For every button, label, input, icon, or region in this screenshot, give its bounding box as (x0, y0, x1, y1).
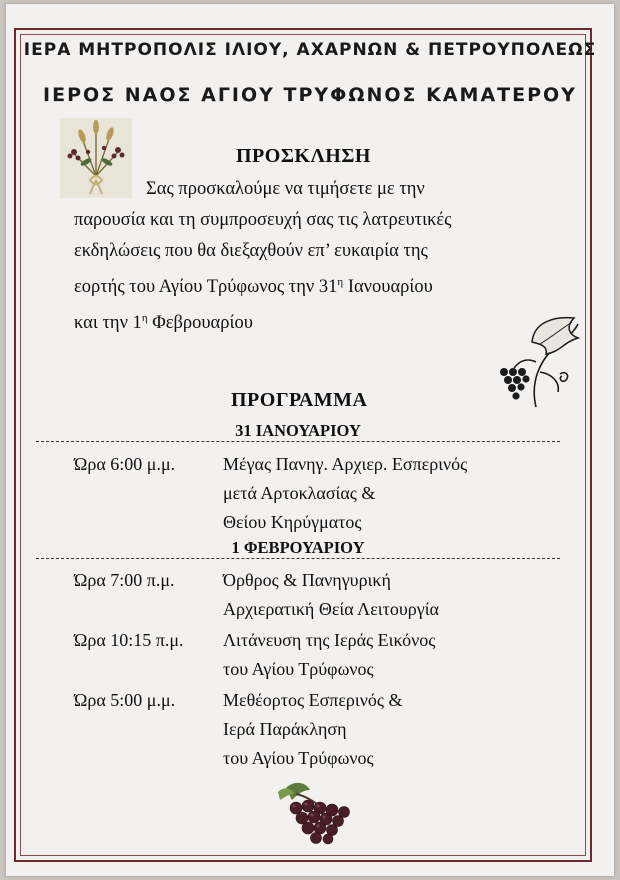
invitation-line: και την 1 (74, 313, 142, 334)
invitation-line: εορτής του Αγίου Τρύφωνος την 31 (74, 277, 338, 298)
program-title: ΠΡΟΓΡΑΜΜΑ (231, 389, 368, 411)
divider (36, 558, 560, 559)
grapevine-icon (494, 312, 584, 412)
event-line: Όρθρος & Πανηγυρική (223, 570, 391, 590)
invitation-line: Ιανουαρίου (343, 277, 433, 298)
event-description (223, 450, 563, 537)
event-line: Μέγας Πανηγ. Αρχιερ. Εσπερινός (223, 454, 468, 474)
day-heading: 31 ΙΑΝΟΥΑΡΙΟΥ (235, 421, 361, 440)
event-time: Ώρα 10:15 π.μ. (74, 630, 184, 650)
event-line: του Αγίου Τρύφωνος (223, 659, 374, 679)
event-line: του Αγίου Τρύφωνος (223, 748, 374, 768)
church-heading: ΙΕΡΟΣ ΝΑΟΣ ΑΓΙΟΥ ΤΡΥΦΩΝΟΣ ΚΑΜΑΤΕΡΟΥ (43, 84, 577, 106)
superscript: η (141, 312, 148, 325)
event-line: Αρχιερατική Θεία Λειτουργία (223, 599, 439, 619)
event-line: Λιτάνευση της Ιεράς Εικόνος (223, 630, 436, 650)
event-line: Θείου Κηρύγματος (223, 512, 362, 532)
grape-cluster-icon (266, 778, 366, 850)
invitation-line: εκδηλώσεις που θα διεξαχθούν επ’ ευκαιρία της (74, 241, 428, 261)
day-heading: 1 ΦΕΒΡΟΥΑΡΙΟΥ (231, 538, 365, 557)
event-time: Ώρα 5:00 μ.μ. (74, 690, 176, 710)
superscript: η (337, 276, 344, 288)
invitation-line: Φεβρουαρίου (147, 313, 253, 334)
event-description (223, 686, 563, 773)
event-time: Ώρα 7:00 π.μ. (74, 570, 175, 590)
invitation-title: ΠΡΟΣΚΛΗΣΗ (236, 145, 371, 167)
event-time: Ώρα 6:00 μ.μ. (74, 454, 176, 474)
event-line: Μεθέορτος Εσπερινός & (223, 690, 403, 710)
metropolis-heading: ΙΕΡΑ ΜΗΤΡΟΠΟΛΙΣ ΙΛΙΟΥ, ΑΧΑΡΝΩΝ & ΠΕΤΡΟΥΠΟΛΕΩΣ (23, 40, 597, 60)
invitation-line: Σας προσκαλούμε να τιμήσετε με την (146, 179, 425, 199)
event-line: Ιερά Παράκληση (223, 719, 347, 739)
event-description (223, 626, 563, 684)
event-line: μετά Αρτοκλασίας & (223, 483, 376, 503)
divider (36, 441, 560, 442)
event-description (223, 566, 563, 624)
invitation-line: παρουσία και τη συμπροσευχή σας τις λατρευτικές (74, 210, 452, 230)
invitation-text (74, 174, 550, 339)
